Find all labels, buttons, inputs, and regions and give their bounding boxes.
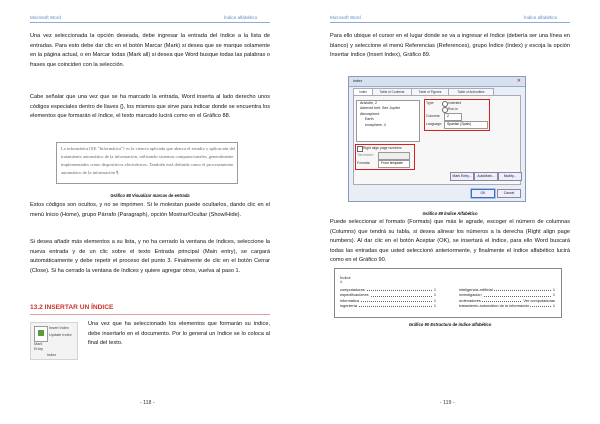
ribbon-index-group bbox=[30, 322, 78, 360]
tab-toc[interactable]: Table of Contents bbox=[372, 88, 412, 96]
running-header-left: Microsoft Word bbox=[330, 15, 361, 20]
mark-entry-label: Entry bbox=[34, 347, 43, 351]
columns-label: Columns: bbox=[426, 114, 441, 118]
formats-label: Formats: bbox=[357, 161, 371, 165]
columns-value: 2 bbox=[447, 114, 449, 118]
section-rule bbox=[30, 314, 270, 315]
tab-figures[interactable]: Table of Figures bbox=[411, 88, 449, 96]
dialog-title: Index bbox=[353, 79, 363, 83]
cancel-button[interactable]: Cancel bbox=[497, 189, 521, 198]
figure-caption: Gráfico 90 Estructura de índice alfabético bbox=[408, 322, 492, 327]
index-entry: especificaciones 1 bbox=[340, 292, 436, 298]
paragraph: Si desea añadir más elementos a su lista, y no ha cerrado la ventana de índices, seleccione la nueva entrada y de un clic sobre el texto Entrada principal (Main entry), se cargará automáticamente y debe repetir el proceso del punto 3. Finalmente de clic en el botón Cerrar (Close). Si ha cerrado la ventana de índices y quiere agregar otros, vuelva al paso 1. bbox=[30, 239, 270, 274]
update-index-button[interactable]: Update Index bbox=[49, 333, 72, 337]
header-rule bbox=[30, 22, 270, 23]
paragraph: Puede seleccionar el formato (Formats) que más le agrade, escoger el número de columnas (Columns) que tendrá su tabla, si desea alinear los números a la derecha (Right align page numbers). Al dar clic en el botón Aceptar (OK), se insertará el índice, para ello Word buscará todas las entradas que usted seleccionó anteriormente, y finalmente el índice alfabético lucirá como en el Gráfico 90. bbox=[330, 219, 570, 264]
paragraph: Cabe señalar que una vez que se ha marcado la entrada, Word inserta al lado derecho unos códigos especiales dentro de llaves {}, los mismos que sirve para indicar donde se encuentra los elementos que formarán el índice, el texto marcado lucirá como en el Gráfico 88. bbox=[30, 94, 270, 120]
figure-text-line: tratamiento automático de la información, utilizando sistemas computacionales, generalmente bbox=[61, 154, 234, 159]
paragraph: Para ello ubique el cursor en el lugar donde se va a ingresar el índice (debería ser una línea en blanco) y seleccione el menú Referencias (References), grupo Índice (Index) y escoja la opción Insertar índice (Insert Index), Gráfico 89. bbox=[330, 33, 570, 59]
language-label: Language: bbox=[426, 122, 443, 126]
index-entry: investigación 1 bbox=[459, 292, 555, 298]
paragraph: Estos códigos son ocultos, y no se imprimen. Si le molestan puede ocultarlos, dando clic en el menú Inicio (Home), grupo Párrafo (Paragraph), opción Mostrar/Ocultar (Show/Hide). bbox=[30, 202, 270, 218]
close-icon[interactable]: ✕ bbox=[516, 78, 521, 84]
preview-line: Aristotle, 2 bbox=[360, 101, 377, 105]
dialog-titlebar bbox=[349, 77, 525, 87]
figure-text-line: implementados como dispositivos electrónicos. También está definida como el procesamiento bbox=[61, 162, 234, 167]
highlight-box bbox=[424, 99, 490, 131]
preview-line: Earth bbox=[365, 117, 374, 122]
mark-entry-button[interactable]: Mark Entry... bbox=[450, 172, 474, 181]
language-value: Spanish (Spain) bbox=[447, 122, 472, 126]
page-number: - 119 - bbox=[440, 400, 455, 406]
index-column-left bbox=[340, 287, 436, 309]
highlight-box bbox=[355, 144, 415, 170]
radio-indented-label: Indented bbox=[448, 101, 462, 105]
radio-runin-label: Run-in bbox=[448, 107, 458, 111]
preview-line: Atmosphere bbox=[360, 111, 380, 116]
paragraph: Una vez que ha seleccionado los elementos que formarán su índice, debe insertarlo en el documento. Por lo general un índice se lo coloca al final del texto. bbox=[88, 321, 270, 347]
figure-caption: Gráfico 89 Índice Alfabético bbox=[422, 211, 478, 216]
ok-button[interactable]: OK bbox=[471, 189, 495, 198]
index-dialog-screenshot bbox=[348, 76, 526, 202]
running-header-right: Índice alfabético bbox=[224, 15, 258, 20]
running-header-left: Microsoft Word bbox=[30, 15, 61, 20]
type-label: Type: bbox=[426, 101, 435, 105]
mark-entry-icon[interactable] bbox=[34, 326, 48, 342]
preview-line: Asteroid belt. See Jupiter bbox=[360, 106, 401, 111]
mark-entry-label: Mark bbox=[34, 342, 43, 346]
index-entry: informática 1 bbox=[340, 297, 436, 303]
index-entry: ingeniería 1 bbox=[340, 303, 436, 309]
right-align-label: Right align page numbers bbox=[363, 146, 402, 150]
paragraph: Una vez seleccionada la opción deseada, debe ingresar la entrada del índice a la lista de entradas. Para esto debe dar clic en el botón Marcar (Mark) si desea que se marque solamente en la página actual, o en Marcar todas (Mark all) si desea que Word busque todas las palabras o frases que coinciden con la selección. bbox=[30, 33, 270, 68]
tab-index[interactable]: Index bbox=[353, 88, 373, 96]
automark-button[interactable]: AutoMark... bbox=[474, 172, 498, 181]
insert-index-button[interactable]: Insert Index bbox=[49, 326, 69, 330]
index-letter: A bbox=[340, 280, 343, 284]
formats-value: From template bbox=[381, 161, 403, 165]
modify-button[interactable]: Modify... bbox=[498, 172, 522, 181]
index-entry: ordenadores Ver computadoras bbox=[459, 297, 555, 303]
index-entry: inteligencia artificial 1 bbox=[459, 287, 555, 292]
group-label: Index bbox=[47, 353, 57, 357]
index-column-right bbox=[459, 287, 555, 309]
dialog-tabs bbox=[353, 88, 521, 95]
right-page bbox=[300, 0, 600, 424]
index-entry: tratamiento automático de la información 1 bbox=[459, 303, 555, 309]
figure-caption: Gráfico 88 Visualizar marcas de entrada bbox=[110, 193, 190, 198]
preview-line: exosphere, 4 bbox=[365, 122, 386, 127]
dialog-panel bbox=[353, 95, 521, 185]
section-title: 13.2 INSERTAR UN ÍNDICE bbox=[30, 304, 114, 311]
header-rule bbox=[330, 22, 570, 23]
print-preview bbox=[356, 100, 420, 142]
figure-text-line: La informática{XE "Informática"} es la ciencia aplicada que abarca el estudio y aplicación del bbox=[61, 146, 236, 151]
page-number: - 118 - bbox=[140, 400, 155, 406]
index-heading: Índice bbox=[340, 275, 351, 280]
tab-leader-label: Tab leader: bbox=[357, 153, 374, 157]
running-header-right: Índice alfabético bbox=[524, 15, 558, 20]
index-entry: computadoras 1 bbox=[340, 287, 436, 292]
field-codes-figure bbox=[56, 142, 238, 184]
index-result-figure bbox=[334, 268, 562, 318]
tab-authorities[interactable]: Table of Authorities bbox=[448, 88, 494, 96]
figure-text-line: automático de la información ¶. bbox=[61, 170, 120, 175]
